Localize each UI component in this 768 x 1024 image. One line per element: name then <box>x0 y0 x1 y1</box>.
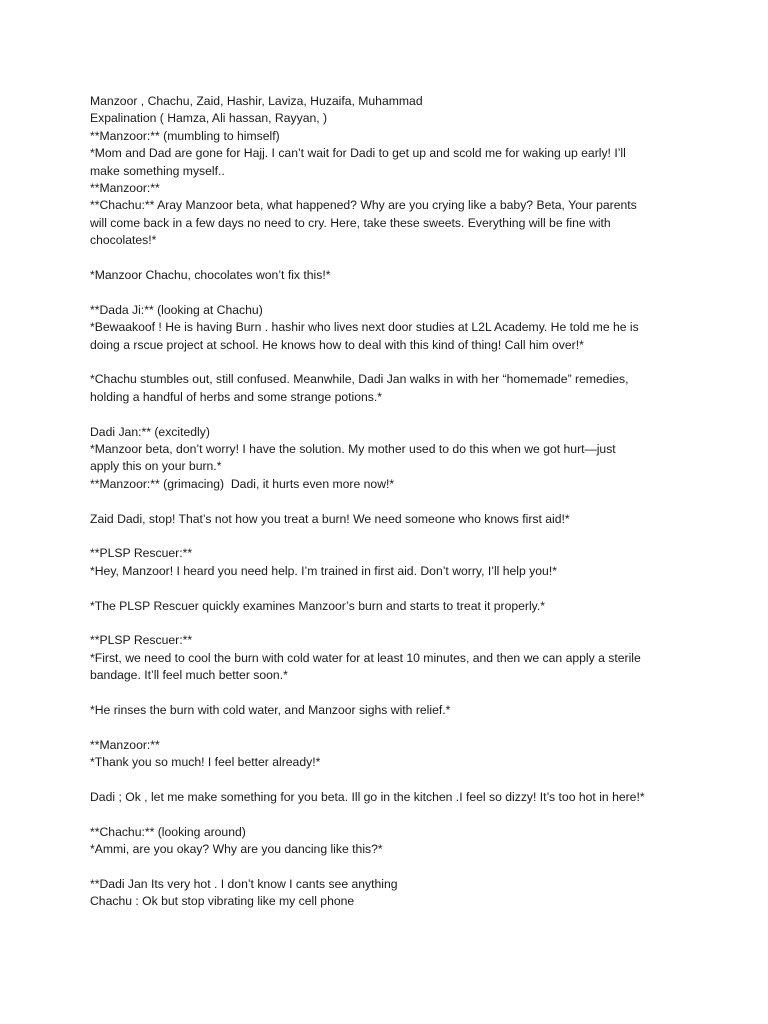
text-line: bandage. It’ll feel much better soon.* <box>90 668 288 683</box>
paragraph-gap <box>90 493 690 510</box>
text-line: **Manzoor:** <box>90 737 160 752</box>
paragraph <box>90 702 690 719</box>
paragraph <box>90 267 690 284</box>
text-line: *The PLSP Rescuer quickly examines Manzoor’s burn and starts to treat it properly.* <box>90 598 545 613</box>
text-line: **PLSP Rescuer:** <box>90 633 193 648</box>
paragraph-gap <box>90 580 690 597</box>
text-line: doing a rscue project at school. He knows how to deal with this kind of thing! Call him over!* <box>90 337 584 352</box>
text-line: Manzoor , Chachu, Zaid, Hashir, Laviza, Huzaifa, Muhammad <box>90 94 423 108</box>
text-line: **Manzoor:** (grimacing) Dadi, it hurts even more now!* <box>90 476 395 491</box>
text-line: **Manzoor:** <box>90 181 160 196</box>
text-line: **Chachu:** Aray Manzoor beta, what happened? Why are you crying like a baby? Beta, Your parents <box>90 198 637 213</box>
paragraph <box>90 371 690 406</box>
text-line: Zaid Dadi, stop! That’s not how you treat a burn! We need someone who knows first aid!* <box>90 511 570 526</box>
text-line: **Chachu:** (looking around) <box>90 824 246 839</box>
text-line: *Chachu stumbles out, still confused. Meanwhile, Dadi Jan walks in with her “homemade” remedies, <box>90 372 629 387</box>
text-line: *Hey, Manzoor! I heard you need help. I’m trained in first aid. Don’t worry, I’ll help you!* <box>90 563 557 578</box>
text-line: will come back in a few days no need to cry. Here, take these sweets. Everything will be fine with <box>90 215 611 230</box>
paragraph-gap <box>90 859 690 876</box>
paragraph-gap <box>90 685 690 702</box>
paragraph <box>90 737 690 772</box>
text-line: **Dadi Jan Its very hot . I don’t know I cants see anything <box>90 877 398 892</box>
paragraph-gap <box>90 772 690 789</box>
text-line: *Manzoor beta, don’t worry! I have the solution. My mother used to do this when we got hurt—just <box>90 442 616 457</box>
paragraph <box>90 824 690 859</box>
paragraph-gap <box>90 250 690 267</box>
paragraph-gap <box>90 284 690 301</box>
text-line: make something myself.. <box>90 163 225 178</box>
text-line: *First, we need to cool the burn with cold water for at least 10 minutes, and then we can apply a sterile <box>90 650 641 665</box>
text-line: *Mom and Dad are gone for Hajj. I can’t wait for Dadi to get up and scold me for waking up early! I’ll <box>90 146 626 161</box>
paragraph <box>90 598 690 615</box>
text-line: *Thank you so much! I feel better already!* <box>90 755 321 770</box>
text-line: *He rinses the burn with cold water, and Manzoor sighs with relief.* <box>90 703 451 718</box>
text-line: holding a handful of herbs and some strange potions.* <box>90 389 383 404</box>
paragraph-gap <box>90 354 690 371</box>
paragraph <box>90 789 690 806</box>
paragraph-gap <box>90 406 690 423</box>
text-line: Chachu : Ok but stop vibrating like my cell phone <box>90 894 355 909</box>
text-line: **Dada Ji:** (looking at Chachu) <box>90 302 263 317</box>
paragraph-gap <box>90 528 690 545</box>
paragraph-cast <box>90 93 690 250</box>
text-line: Expalination ( Hamza, Ali hassan, Rayyan, ) <box>90 111 328 126</box>
text-line: chocolates!* <box>90 233 157 248</box>
paragraph-gap <box>90 719 690 736</box>
text-line: **Manzoor:** (mumbling to himself) <box>90 128 280 143</box>
paragraph <box>90 302 690 354</box>
text-line: *Bewaakoof ! He is having Burn . hashir who lives next door studies at L2L Academy. He told me he is <box>90 320 639 335</box>
text-line: Dadi Jan:** (excitedly) <box>90 424 210 439</box>
paragraph <box>90 632 690 684</box>
paragraph-gap <box>90 806 690 823</box>
paragraph-gap <box>90 615 690 632</box>
text-line: *Manzoor Chachu, chocolates won’t fix this!* <box>90 268 331 283</box>
paragraph <box>90 876 690 911</box>
paragraph <box>90 511 690 528</box>
paragraph <box>90 424 690 494</box>
paragraph <box>90 545 690 580</box>
document-page <box>90 93 690 911</box>
text-line: **PLSP Rescuer:** <box>90 546 193 561</box>
text-line: *Ammi, are you okay? Why are you dancing like this?* <box>90 842 383 857</box>
text-line: apply this on your burn.* <box>90 459 222 474</box>
text-line: Dadi ; Ok , let me make something for you beta. Ill go in the kitchen .I feel so dizzy! It’s too hot in here!* <box>90 790 645 805</box>
